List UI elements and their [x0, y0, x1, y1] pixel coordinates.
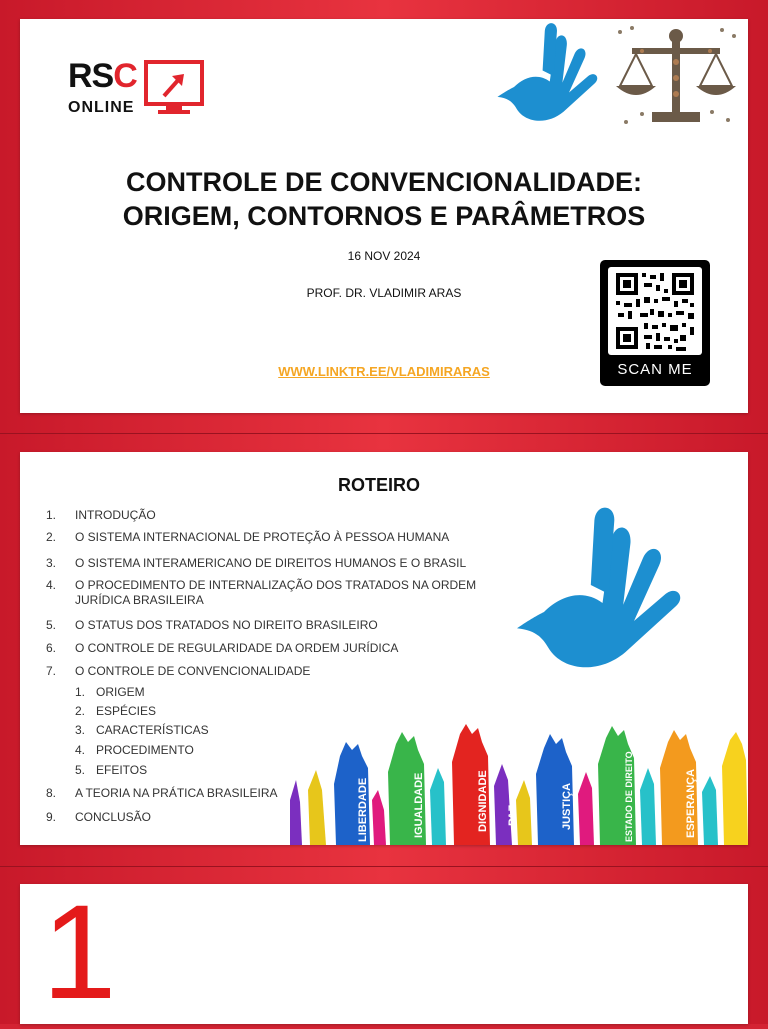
presentation-date: 16 NOV 2024: [347, 249, 421, 263]
agenda-slide: ROTEIRO 1. INTRODUÇÃO 2. O SISTEMA INTERNACIONAL DE PROTEÇÃO À PESSOA HUMANA 3. O SISTEMA INTERAMERICANO DE DIREITOS HUMANOS E O BRASIL 4. O PROCEDIMENTO DE INTERNALIZAÇÃO DOS TRATADOS NA ORDEM JURÍDICA BRASILEIRA 5. O STATUS DOS TRATADOS NO DIREITO BRASILEIRO 6. O CONTROLE DE REGULARIDADE DA ORDEM JURÍDICA 7. O CONTROLE DE CONVENCIONALIDADE 1. ORIGEM 2. ESPÉCIES 3. CARACTERÍSTICAS 4. PROCEDIMENTO 5. EFEITOS 8. A TEORIA NA PRÁTICA BRASILEIRA 9. CONCLUSÃO LIBERDADE IGUALDADE DIGNIDADE PAZ JUSTIÇA ESTADO DE DIREITO ESPERANÇA: [20, 452, 748, 845]
title-slide: [20, 19, 748, 413]
section-slide: [20, 878, 748, 1027]
linktree-link[interactable]: WWW.LINKTR.EE/VLADIMIRARAS: [278, 364, 490, 379]
agenda-heading: ROTEIRO: [337, 475, 420, 495]
title-line-2: ORIGEM, CONTORNOS E PARÂMETROS: [122, 201, 646, 231]
hand-word: LIBERDADE: [357, 777, 369, 842]
logo-rs-text: RS: [68, 57, 114, 95]
qr-code[interactable]: [600, 260, 710, 386]
logo-c-text: C: [113, 57, 137, 95]
title-line-1: CONTROLE DE CONVENCIONALIDADE:: [125, 167, 642, 197]
monitor-arrow-icon: [144, 60, 206, 118]
justice-scales-image: [612, 22, 740, 132]
author-name: PROF. DR. VLADIMIR ARAS: [306, 286, 462, 300]
hand-word: ESTADO DE DIREITO: [624, 751, 634, 842]
human-rights-hand-icon: [508, 494, 688, 694]
hand-word: DIGNIDADE: [477, 770, 489, 832]
section-number: 1: [42, 878, 117, 1027]
qr-code-image: [608, 267, 702, 355]
raised-hands-illustration: [286, 720, 748, 845]
logo-sub-text: ONLINE: [68, 99, 135, 116]
hand-word: PAZ: [507, 804, 519, 826]
hand-word: JUSTIÇA: [561, 782, 573, 830]
logo-main-text: [68, 57, 137, 96]
qr-pattern-icon: [608, 267, 702, 355]
human-rights-hand-icon: [488, 21, 606, 131]
qr-scan-label: SCAN ME: [617, 361, 693, 378]
hand-word: IGUALDADE: [413, 772, 425, 838]
presentation-title: [20, 165, 748, 233]
hand-word: ESPERANÇA: [685, 768, 697, 838]
